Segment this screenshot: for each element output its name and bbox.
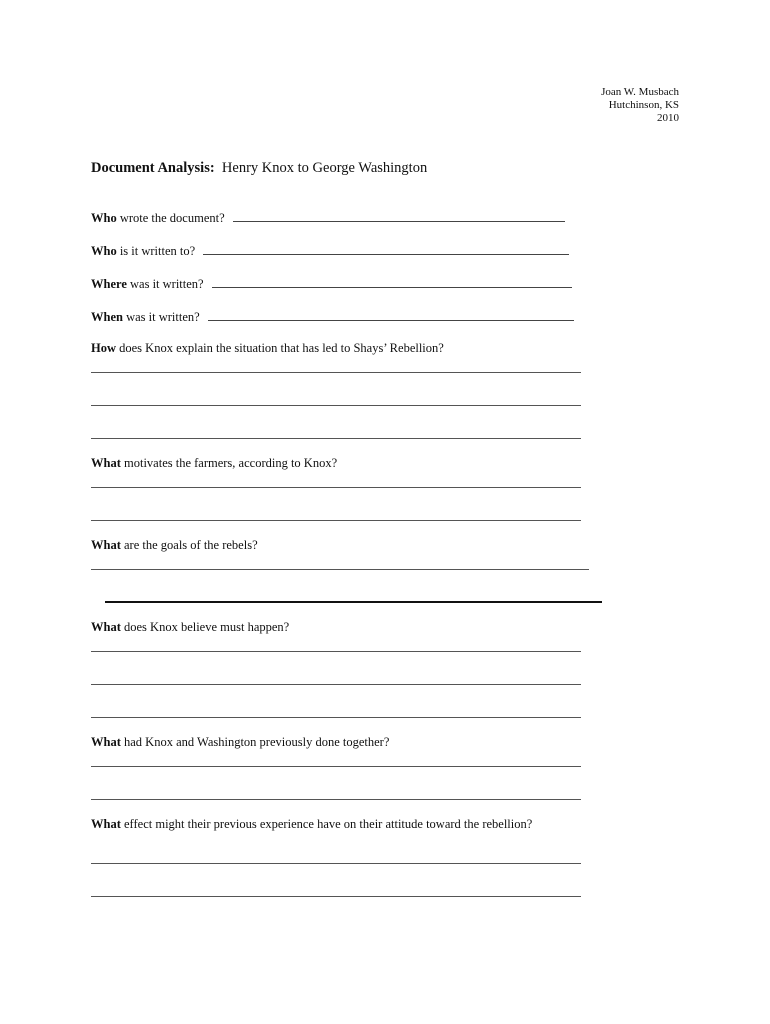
question-lead: Where: [91, 277, 127, 291]
page-title: [91, 160, 427, 177]
answer-line-bold[interactable]: [105, 601, 602, 603]
answer-line[interactable]: [91, 438, 581, 439]
question-text: effect might their previous experience have on their attitude toward the rebellion?: [124, 817, 533, 831]
answer-line[interactable]: [91, 684, 581, 685]
answer-line[interactable]: [91, 863, 581, 864]
question-text: wrote the document?: [119, 211, 225, 225]
question-effect: [91, 817, 532, 832]
question-lead: What: [91, 735, 121, 749]
answer-line[interactable]: [91, 372, 581, 373]
answer-blank[interactable]: [212, 276, 572, 288]
question-text: is it written to?: [119, 244, 196, 258]
answer-blank[interactable]: [208, 309, 574, 321]
question-previously: [91, 735, 389, 750]
answer-blank[interactable]: [233, 210, 565, 222]
question-motivates: [91, 456, 337, 471]
question-goals: [91, 538, 258, 553]
answer-line[interactable]: [91, 766, 581, 767]
question-where: [91, 276, 572, 292]
question-text: had Knox and Washington previously done together?: [124, 735, 390, 749]
question-text: was it written?: [126, 310, 200, 324]
answer-line[interactable]: [91, 799, 581, 800]
answer-line[interactable]: [91, 896, 581, 897]
author-year: 2010: [657, 112, 679, 124]
answer-line[interactable]: [91, 569, 589, 570]
question-lead: Who: [91, 211, 117, 225]
answer-blank[interactable]: [203, 243, 569, 255]
question-who-wrote: [91, 210, 565, 226]
question-text: motivates the farmers, according to Knox?: [124, 456, 338, 470]
question-lead: What: [91, 456, 121, 470]
question-lead: What: [91, 620, 121, 634]
question-lead: What: [91, 817, 121, 831]
question-lead: Who: [91, 244, 117, 258]
question-lead: How: [91, 341, 116, 355]
answer-line[interactable]: [91, 651, 581, 652]
author-block: [601, 86, 679, 125]
answer-line[interactable]: [91, 487, 581, 488]
question-knox-believe: [91, 620, 289, 635]
question-text: are the goals of the rebels?: [124, 538, 258, 552]
question-who-to: [91, 243, 569, 259]
question-lead: When: [91, 310, 123, 324]
author-name: Joan W. Musbach: [601, 86, 679, 98]
title-subject: Henry Knox to George Washington: [221, 160, 428, 176]
question-text: does Knox believe must happen?: [124, 620, 290, 634]
title-bold: Document Analysis:: [91, 160, 215, 176]
question-text: was it written?: [130, 277, 204, 291]
author-location: Hutchinson, KS: [608, 99, 679, 111]
question-how-explain: [91, 341, 444, 356]
question-lead: What: [91, 538, 121, 552]
question-when: [91, 309, 574, 325]
answer-line[interactable]: [91, 717, 581, 718]
answer-line[interactable]: [91, 405, 581, 406]
question-text: does Knox explain the situation that has led to Shays’ Rebellion?: [119, 341, 444, 355]
answer-line[interactable]: [91, 520, 581, 521]
